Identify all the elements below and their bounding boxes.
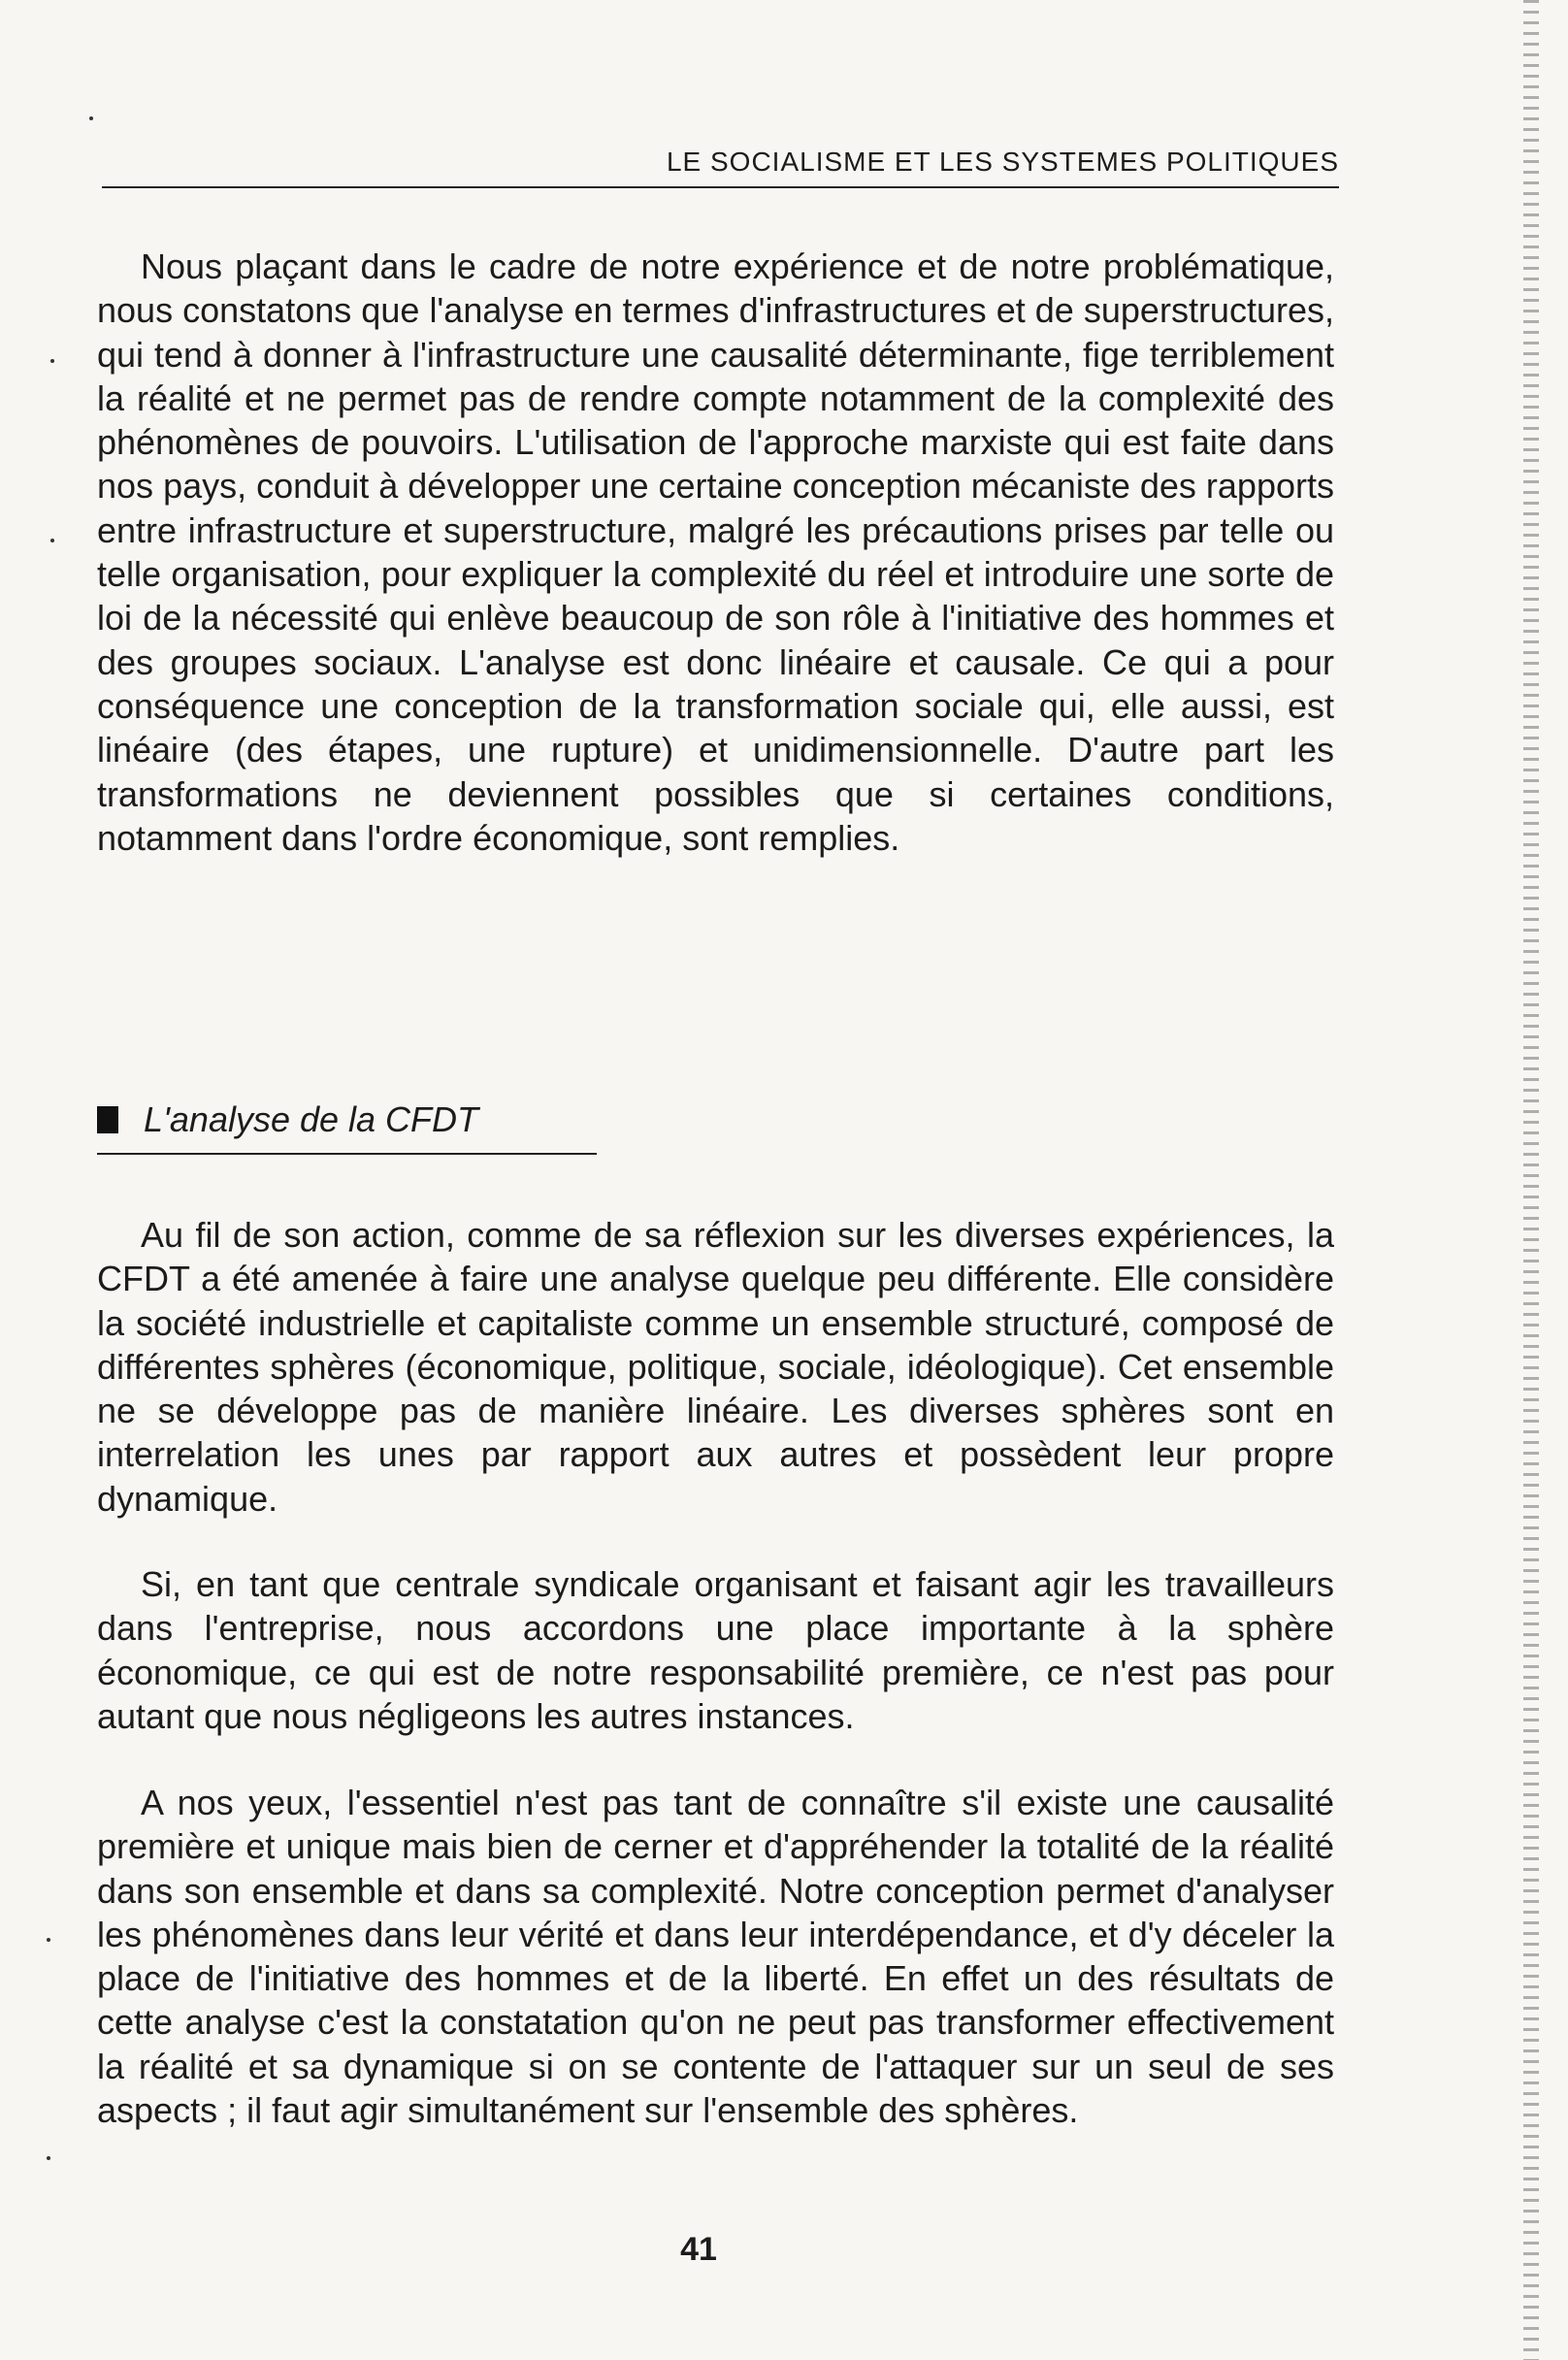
body-paragraph-3: Si, en tant que centrale syndicale organisant et faisant agir les travailleurs dans l'entreprise, nous accordons une place importante à la sphère économique, ce qui est de notre responsabilité première, ce n'est pas pour autant que nous négligeons les autres instances. — [97, 1564, 1334, 1736]
section-heading-text: L'analyse de la CFDT — [144, 1099, 479, 1139]
body-paragraph-2: Au fil de son action, comme de sa réflexion sur les diverses expériences, la CFDT a été amenée à faire une analyse quelque peu différente. Elle considère la société industrielle et capitaliste comme un ensemble structuré, composé de différentes sphères (économique, politique, sociale, idéologique). Cet ensemble ne se développe pas de manière linéaire. Les diverses sphères sont en interrelation les unes par rapport aux autres et possèdent leur propre dynamique. — [97, 1215, 1334, 1519]
body-paragraph-4: A nos yeux, l'essentiel n'est pas tant de connaître s'il existe une causalité première et unique mais bien de cerner et d'appréhender la totalité de la réalité dans son ensemble et dans sa complexité. Notre conception permet d'analyser les phénomènes dans leur vérité et dans leur interdépendance, et d'y déceler la place de l'initiative des hommes et de la liberté. En effet un des résultats de cette analyse c'est la constatation qu'on ne peut pas transformer effectivement la réalité et sa dynamique si on se contente de l'attaquer sur un seul de ses aspects ; il faut agir simultanément sur l'ensemble des sphères. — [97, 1783, 1334, 2131]
section-rule — [97, 1153, 597, 1155]
section-heading — [97, 1098, 478, 1141]
margin-dot-mark — [47, 1938, 50, 1942]
page-number: 41 — [680, 2231, 717, 2268]
body-paragraph-1: Nous plaçant dans le cadre de notre expérience et de notre problématique, nous constatons que l'analyse en termes d'infrastructures et de superstructures, qui tend à donner à l'infrastructure une causalité déterminante, fige terriblement la réalité et ne permet pas de rendre compte notamment de la complexité des phénomènes de pouvoirs. L'utilisation de l'approche marxiste qui est faite dans nos pays, conduit à développer une certaine conception mécaniste des rapports entre infrastructure et superstructure, malgré les précautions prises par telle ou telle organisation, pour expliquer la complexité du réel et introduire une sorte de loi de la nécessité qui enlève beaucoup de son rôle à l'initiative des hommes et des groupes sociaux. L'analyse est donc linéaire et causale. Ce qui a pour conséquence une conception de la transformation sociale qui, elle aussi, est linéaire (des étapes, une rupture) et unidimensionnelle. D'autre part les transformations ne deviennent possibles que si certaines conditions, notamment dans l'ordre économique, sont remplies. — [97, 246, 1334, 858]
margin-dot-mark — [50, 359, 54, 363]
margin-dot-mark — [50, 539, 54, 542]
binding-edge-speckle — [1523, 0, 1539, 2360]
running-header: LE SOCIALISME ET LES SYSTEMES POLITIQUES — [666, 147, 1339, 177]
header-rule — [102, 186, 1339, 188]
margin-dot-mark — [47, 2156, 50, 2160]
margin-dot-mark — [89, 116, 93, 120]
black-square-icon — [97, 1106, 118, 1133]
